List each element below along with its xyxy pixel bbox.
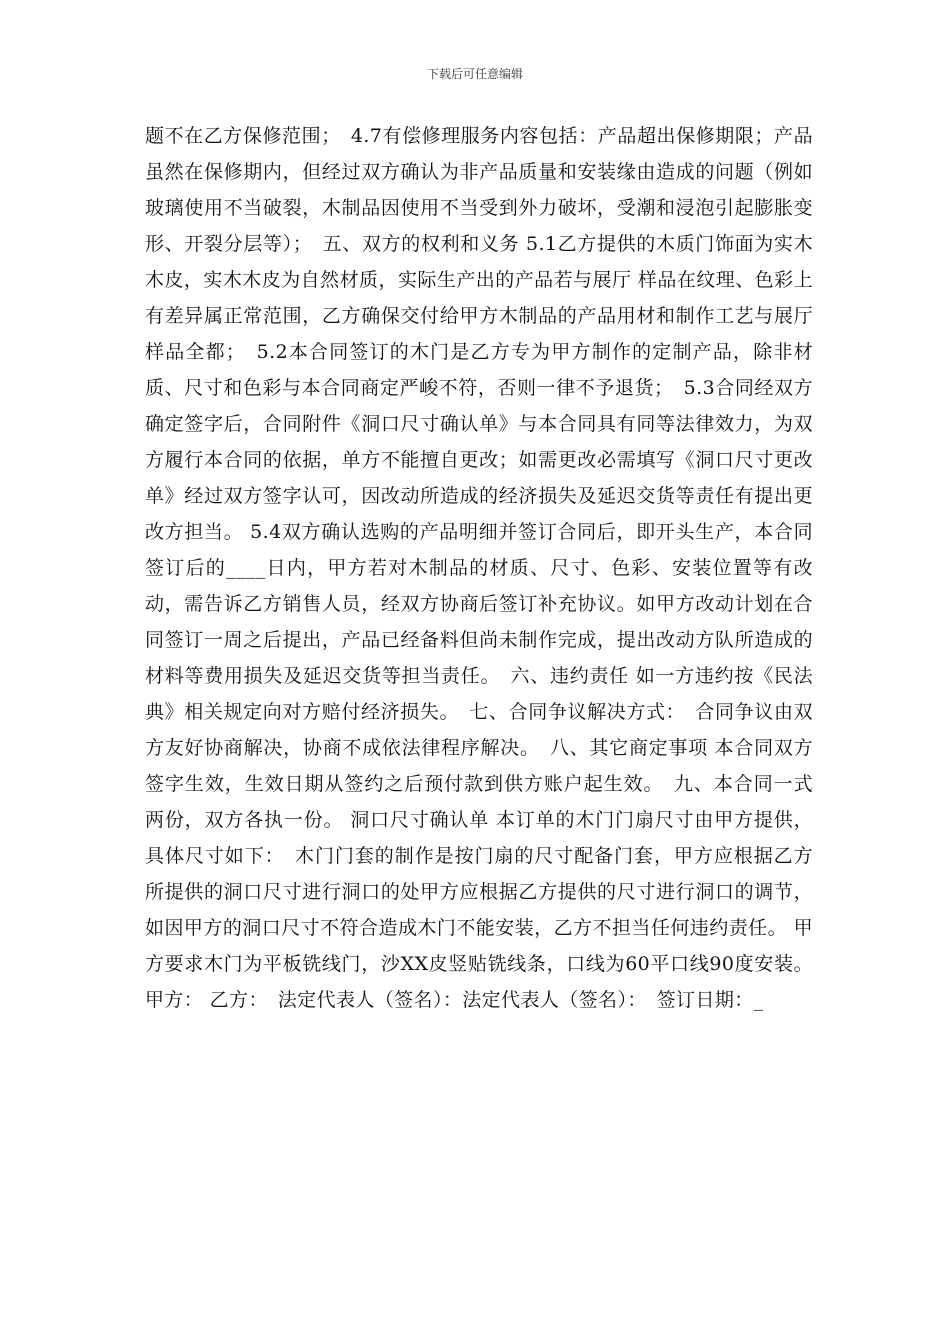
contract-body-text: 题不在乙方保修范围； 4.7有偿修理服务内容包括：产品超出保修期限；产品虽然在保修期内，但经过双方确认为非产品质量和安装缘由造成的问题（例如玻璃使用不当破裂，木制品因使用不当受到外力破坏，受潮和浸泡引起膨胀变形、开裂分层等）； 五、双方的权利和义务 5.1乙方提供的木质门饰面为实木木皮，实木木皮为自然材质，实际生产出的产品若与展厅 样品在纹理、色彩上有差异属正常范围，乙方确保交付给甲方木制品的产品用材和制作工艺与展厅样品全都； 5.2本合同签订的木门是乙方专为甲方制作的定制产品，除非材质、尺寸和色彩与本合同商定严峻不符，否则一律不予退货； 5.3合同经双方确定签字后，合同附件《洞口尺寸确认单》与本合同具有同等法律效力，为双方履行本合同的依据，单方不能擅自更改；如需更改必需填写《洞口尺寸更改单》经过双方签字认可，因改动所造成的经济损失及延迟交货等责任有提出更改方担当。 5.4双方确认选购的产品明细并签订合同后，即开头生产，本合同签订后的____日内，甲方若对木制品的材质、尺寸、色彩、安装位置等有改动，需告诉乙方销售人员，经双方协商后签订补充协议。如甲方改动计划在合同签订一周之后提出，产品已经备料但尚未制作完成，提出改动方队所造成的材料等费用损失及延迟交货等担当责任。 六、违约责任 如一方违约按《民法典》相关规定向对方赔付经济损失。 七、合同争议解决方式： 合同争议由双方友好协商解决，协商不成依法律程序解决。 八、其它商定事项 本合同双方签字生效，生效日期从签约之后预付款到供方账户起生效。 九、本合同一式两份，双方各执一份。 洞口尺寸确认单 本订单的木门门扇尺寸由甲方提供，具体尺寸如下： 木门门套的制作是按门扇的尺寸配备门套，甲方应根据乙方所提供的洞口尺寸进行洞口的处甲方应根据乙方提供的尺寸进行洞口的调节，如因甲方的洞口尺寸不符合造成木门不能安装，乙方不担当任何违约责任。 甲方要求木门为平板铣线门，沙XX皮竖贴铣线条，口线为60平口线90度安装。 甲方： 乙方： 法定代表人（签名）：法定代表人（签名）： 签订日期：_ [145, 125, 813, 1011]
page-header: 下载后可任意编辑 [426, 67, 523, 81]
